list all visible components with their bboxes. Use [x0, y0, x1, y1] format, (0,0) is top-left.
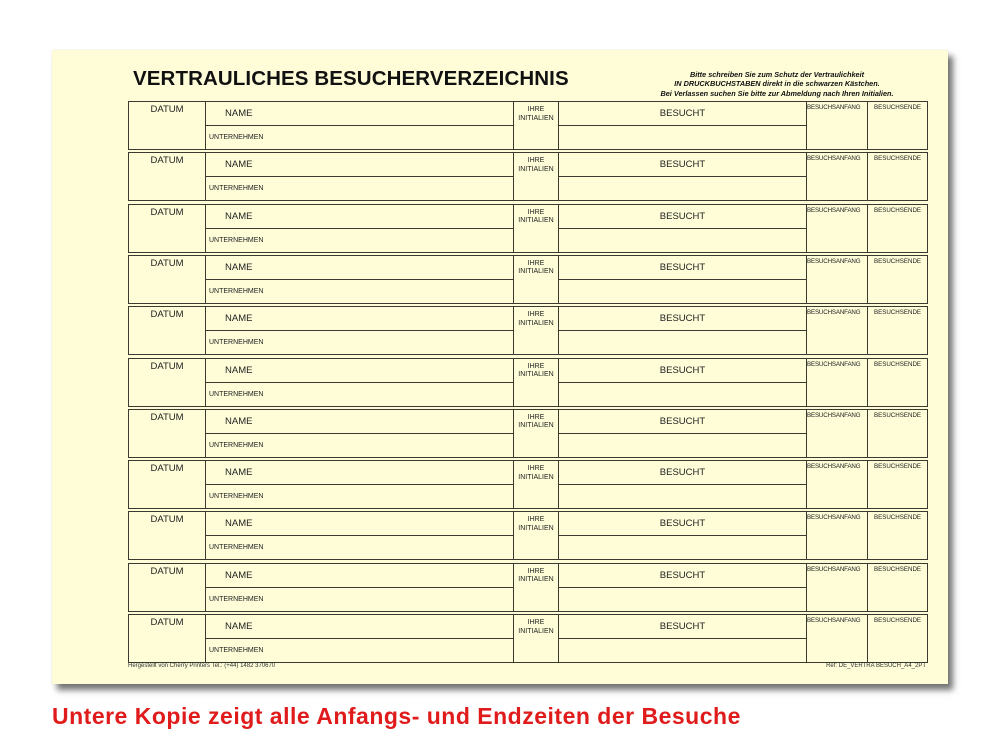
visitor-entry-row — [128, 460, 928, 509]
company-field[interactable] — [206, 536, 514, 559]
visit-end-label: BESUCHSENDE — [873, 104, 922, 111]
date-label: DATUM — [150, 463, 184, 475]
name-field[interactable] — [206, 410, 514, 434]
initials-label-line2: INITIALIEN — [518, 524, 554, 532]
company-field[interactable] — [206, 639, 514, 662]
initials-label-line1: IHRE — [527, 413, 545, 421]
initials-field[interactable] — [514, 410, 559, 457]
date-field[interactable] — [129, 102, 206, 149]
company-label: UNTERNEHMEN — [209, 287, 264, 295]
copy-caption: Untere Kopie zeigt alle Anfangs- und Endzeiten der Besuche — [52, 703, 741, 729]
form-reference: Ref: DE_VERTRA BESUCH_A4_2PT — [826, 663, 926, 669]
initials-label-line1: IHRE — [527, 311, 545, 319]
date-label: DATUM — [150, 206, 184, 218]
visitor-entry-row — [128, 614, 928, 663]
name-label: NAME — [225, 569, 253, 581]
visited-label: BESUCHT — [659, 467, 706, 479]
visit-start-field[interactable] — [807, 410, 868, 457]
date-field[interactable] — [129, 359, 206, 406]
visit-start-field[interactable] — [807, 205, 868, 252]
date-label: DATUM — [150, 565, 184, 577]
visit-end-field[interactable] — [868, 102, 927, 149]
initials-label-line2: INITIALIEN — [518, 371, 554, 378]
visit-start-label: BESUCHSANFANG — [807, 206, 861, 214]
name-label: NAME — [225, 313, 253, 325]
date-field[interactable] — [129, 461, 206, 508]
visit-end-field[interactable] — [868, 256, 927, 303]
visited-header — [559, 564, 807, 588]
initials-field[interactable] — [514, 205, 559, 252]
visit-end-label: BESUCHSENDE — [873, 206, 922, 214]
visited-field[interactable] — [559, 229, 807, 252]
company-label: UNTERNEHMEN — [209, 236, 264, 244]
initials-label-line2: INITIALIEN — [518, 114, 554, 122]
visited-label: BESUCHT — [659, 108, 706, 119]
visit-end-label: BESUCHSENDE — [873, 514, 922, 522]
company-label: UNTERNEHMEN — [209, 390, 264, 398]
visited-label: BESUCHT — [659, 415, 706, 427]
initials-label-line1: IHRE — [527, 567, 545, 575]
visited-field[interactable] — [559, 639, 807, 662]
company-label: UNTERNEHMEN — [209, 441, 264, 449]
company-field[interactable] — [206, 229, 514, 252]
visit-start-label: BESUCHSANFANG — [807, 411, 861, 419]
visited-field[interactable] — [559, 126, 807, 149]
initials-label-line2: INITIALIEN — [518, 319, 554, 327]
visit-end-label: BESUCHSENDE — [873, 463, 922, 471]
visit-start-label: BESUCHSANFANG — [807, 257, 861, 265]
name-label: NAME — [225, 261, 253, 273]
date-label: DATUM — [150, 309, 184, 321]
visit-end-label: BESUCHSENDE — [873, 155, 922, 163]
visit-end-label: BESUCHSENDE — [873, 309, 922, 317]
visitor-entry-row — [128, 306, 928, 355]
company-label: UNTERNEHMEN — [209, 595, 264, 603]
visited-label: BESUCHT — [659, 210, 706, 222]
name-label: NAME — [225, 108, 253, 119]
initials-label-line1: IHRE — [527, 465, 545, 473]
name-field[interactable] — [206, 205, 514, 229]
company-label: UNTERNEHMEN — [209, 339, 264, 347]
name-label: NAME — [225, 415, 253, 427]
initials-field[interactable] — [514, 564, 559, 611]
date-label: DATUM — [150, 360, 184, 372]
initials-label-line2: INITIALIEN — [518, 268, 554, 276]
initials-label-line1: IHRE — [527, 157, 545, 165]
visited-header — [559, 205, 807, 229]
visit-end-label: BESUCHSENDE — [873, 617, 922, 624]
company-field[interactable] — [206, 280, 514, 303]
visited-label: BESUCHT — [659, 621, 706, 632]
date-field[interactable] — [129, 256, 206, 303]
visit-end-field[interactable] — [868, 153, 927, 200]
initials-label-line2: INITIALIEN — [518, 165, 554, 173]
visitor-entry-row — [128, 152, 928, 201]
date-field[interactable] — [129, 615, 206, 662]
visit-start-label: BESUCHSANFANG — [807, 360, 861, 368]
initials-label-line1: IHRE — [527, 516, 545, 524]
company-field[interactable] — [206, 434, 514, 457]
company-label: UNTERNEHMEN — [209, 647, 264, 654]
visited-header — [559, 256, 807, 280]
company-field[interactable] — [206, 331, 514, 354]
visited-header — [559, 410, 807, 434]
date-label: DATUM — [150, 257, 184, 269]
date-field[interactable] — [129, 153, 206, 200]
visit-end-label: BESUCHSENDE — [873, 257, 922, 265]
initials-field[interactable] — [514, 615, 559, 662]
name-field[interactable] — [206, 359, 514, 383]
visitor-entry-row — [128, 255, 928, 304]
visited-label: BESUCHT — [659, 313, 706, 325]
company-field[interactable] — [206, 588, 514, 611]
visited-label: BESUCHT — [659, 569, 706, 581]
visit-end-field[interactable] — [868, 615, 927, 662]
visit-start-field[interactable] — [807, 615, 868, 662]
visited-label: BESUCHT — [659, 518, 706, 530]
name-field[interactable] — [206, 564, 514, 588]
company-label: UNTERNEHMEN — [209, 544, 264, 552]
date-field[interactable] — [129, 307, 206, 354]
name-field[interactable] — [206, 512, 514, 536]
visited-header — [559, 512, 807, 536]
initials-label-line1: IHRE — [527, 106, 545, 113]
instruction-line: Bei Verlassen suchen Sie bitte zur Abmeldung nach Ihren Initialien. — [660, 88, 894, 98]
visit-start-field[interactable] — [807, 564, 868, 611]
visit-start-field[interactable] — [807, 359, 868, 406]
name-label: NAME — [225, 518, 253, 530]
name-field[interactable] — [206, 307, 514, 331]
visited-header — [559, 153, 807, 177]
company-field[interactable] — [206, 126, 514, 149]
visit-end-label: BESUCHSENDE — [873, 565, 922, 573]
visitor-entry-row — [128, 563, 928, 612]
visited-field[interactable] — [559, 383, 807, 406]
visit-start-field[interactable] — [807, 256, 868, 303]
initials-label-line2: INITIALIEN — [518, 627, 554, 635]
initials-label-line2: INITIALIEN — [518, 217, 554, 225]
initials-label-line1: IHRE — [527, 619, 545, 626]
initials-field[interactable] — [514, 307, 559, 354]
visited-header — [559, 307, 807, 331]
company-field[interactable] — [206, 485, 514, 508]
visit-start-label: BESUCHSANFANG — [807, 617, 861, 624]
visit-start-label: BESUCHSANFANG — [807, 565, 861, 573]
company-label: UNTERNEHMEN — [209, 185, 264, 193]
visited-field[interactable] — [559, 588, 807, 611]
company-field[interactable] — [206, 383, 514, 406]
visited-field[interactable] — [559, 331, 807, 354]
visit-start-field[interactable] — [807, 102, 868, 149]
visit-start-label: BESUCHSANFANG — [807, 155, 861, 163]
visited-field[interactable] — [559, 485, 807, 508]
company-field[interactable] — [206, 177, 514, 200]
name-field[interactable] — [206, 102, 514, 126]
date-field[interactable] — [129, 205, 206, 252]
visitor-entry-row — [128, 101, 928, 150]
visit-start-field[interactable] — [807, 461, 868, 508]
initials-field[interactable] — [514, 256, 559, 303]
visitor-entry-row — [128, 409, 928, 458]
visit-start-field[interactable] — [807, 512, 868, 559]
visited-label: BESUCHT — [659, 261, 706, 273]
printer-credit: Hergestellt von Cherry Printers Tel.: (+44) 1482 370670 — [128, 663, 276, 669]
date-field[interactable] — [129, 410, 206, 457]
visited-label: BESUCHT — [659, 159, 706, 171]
visited-header — [559, 615, 807, 639]
visit-end-field[interactable] — [868, 461, 927, 508]
date-label: DATUM — [150, 104, 184, 115]
visit-end-field[interactable] — [868, 512, 927, 559]
visited-header — [559, 461, 807, 485]
visited-label: BESUCHT — [659, 364, 706, 376]
name-field[interactable] — [206, 615, 514, 639]
initials-field[interactable] — [514, 102, 559, 149]
visit-start-field[interactable] — [807, 153, 868, 200]
initials-field[interactable] — [514, 359, 559, 406]
visitor-register-form — [52, 50, 948, 684]
initials-label-line2: INITIALIEN — [518, 576, 554, 584]
visit-start-field[interactable] — [807, 307, 868, 354]
initials-label-line1: IHRE — [527, 208, 545, 216]
initials-field[interactable] — [514, 461, 559, 508]
visited-field[interactable] — [559, 177, 807, 200]
visitor-entry-row — [128, 204, 928, 253]
visited-header — [559, 359, 807, 383]
visited-field[interactable] — [559, 536, 807, 559]
company-label: UNTERNEHMEN — [209, 493, 264, 501]
initials-field[interactable] — [514, 153, 559, 200]
visit-end-field[interactable] — [868, 564, 927, 611]
date-label: DATUM — [150, 411, 184, 423]
instruction-line: Bitte schreiben Sie zum Schutz der Vertraulichkeit — [689, 70, 865, 79]
name-field[interactable] — [206, 256, 514, 280]
visitor-entry-row — [128, 358, 928, 407]
initials-label-line1: IHRE — [527, 259, 545, 267]
instruction-line: IN DRUCKBUCHSTABEN direkt in die schwarzen Kästchen. — [674, 79, 880, 89]
date-label: DATUM — [150, 617, 184, 628]
date-field[interactable] — [129, 564, 206, 611]
form-title: VERTRAULICHES BESUCHERVERZEICHNIS — [133, 67, 569, 90]
company-label: UNTERNEHMEN — [209, 134, 264, 141]
visited-field[interactable] — [559, 280, 807, 303]
visit-end-field[interactable] — [868, 359, 927, 406]
visit-start-label: BESUCHSANFANG — [807, 514, 861, 522]
visit-start-label: BESUCHSANFANG — [807, 104, 861, 111]
form-instructions — [607, 70, 947, 98]
name-field[interactable] — [206, 153, 514, 177]
visit-end-field[interactable] — [868, 205, 927, 252]
visit-end-field[interactable] — [868, 307, 927, 354]
visit-end-label: BESUCHSENDE — [873, 360, 922, 368]
initials-label-line1: IHRE — [527, 362, 545, 370]
name-label: NAME — [225, 621, 253, 632]
visit-start-label: BESUCHSANFANG — [807, 463, 861, 471]
name-label: NAME — [225, 364, 253, 376]
name-label: NAME — [225, 210, 253, 222]
initials-label-line2: INITIALIEN — [518, 422, 554, 430]
name-label: NAME — [225, 467, 253, 479]
visit-end-field[interactable] — [868, 410, 927, 457]
visit-start-label: BESUCHSANFANG — [807, 309, 861, 317]
visited-header — [559, 102, 807, 126]
date-label: DATUM — [150, 155, 184, 167]
initials-field[interactable] — [514, 512, 559, 559]
date-field[interactable] — [129, 512, 206, 559]
visited-field[interactable] — [559, 434, 807, 457]
date-label: DATUM — [150, 514, 184, 526]
visit-end-label: BESUCHSENDE — [873, 411, 922, 419]
name-field[interactable] — [206, 461, 514, 485]
visitor-entry-row — [128, 511, 928, 560]
name-label: NAME — [225, 159, 253, 171]
initials-label-line2: INITIALIEN — [518, 473, 554, 481]
